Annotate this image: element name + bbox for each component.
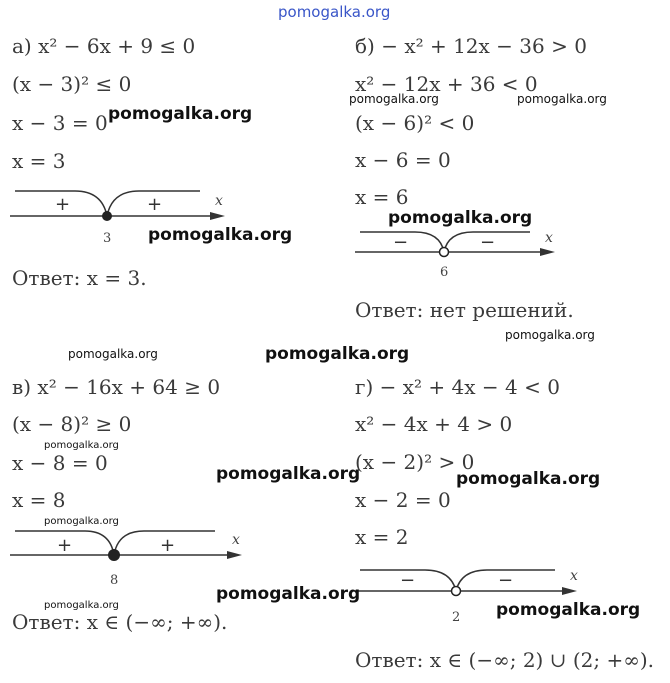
b-line-5: x = 6 bbox=[355, 185, 409, 209]
b-line-4: x − 6 = 0 bbox=[355, 148, 451, 172]
watermark: pomogalka.org bbox=[108, 104, 253, 124]
watermark: pomogalka.org bbox=[148, 225, 293, 245]
watermark: pomogalka.org bbox=[388, 208, 533, 228]
watermark: pomogalka.org bbox=[44, 600, 119, 611]
v-point-label: 8 bbox=[110, 573, 119, 588]
b-answer: Ответ: нет решений. bbox=[355, 298, 574, 322]
v-line-2: (x − 8)² ≥ 0 bbox=[12, 412, 132, 436]
watermark: pomogalka.org bbox=[216, 464, 361, 484]
g-answer: Ответ: x ∈ (−∞; 2) ∪ (2; +∞). bbox=[355, 648, 655, 672]
watermark: pomogalka.org bbox=[216, 584, 361, 604]
b-number-line bbox=[355, 228, 565, 283]
b-axis-label: x bbox=[545, 230, 553, 246]
a-axis-label: x bbox=[215, 193, 223, 209]
watermark: pomogalka.org bbox=[68, 347, 158, 361]
b-line-3: (x − 6)² < 0 bbox=[355, 111, 475, 135]
watermark: pomogalka.org bbox=[265, 344, 410, 364]
a-line-4: x = 3 bbox=[12, 149, 66, 173]
b-sign-left: − bbox=[393, 232, 409, 253]
g-line-1: г) − x² + 4x − 4 < 0 bbox=[355, 375, 560, 399]
a-sign-right: + bbox=[147, 194, 163, 215]
watermark: pomogalka.org bbox=[44, 440, 119, 451]
v-line-3: x − 8 = 0 bbox=[12, 451, 108, 475]
v-line-1: в) x² − 16x + 64 ≥ 0 bbox=[12, 375, 221, 399]
g-line-4: x − 2 = 0 bbox=[355, 488, 451, 512]
g-line-2: x² − 4x + 4 > 0 bbox=[355, 412, 513, 436]
v-answer: Ответ: x ∈ (−∞; +∞). bbox=[12, 610, 228, 634]
a-answer: Ответ: x = 3. bbox=[12, 266, 147, 290]
watermark: pomogalka.org bbox=[496, 600, 641, 620]
v-sign-left: + bbox=[57, 535, 73, 556]
b-line-1: б) − x² + 12x − 36 > 0 bbox=[355, 34, 587, 58]
g-point-label: 2 bbox=[452, 610, 461, 625]
v-number-line bbox=[10, 527, 250, 589]
watermark: pomogalka.org bbox=[517, 92, 607, 106]
g-sign-right: − bbox=[498, 570, 514, 591]
a-point-label: 3 bbox=[103, 231, 112, 246]
g-sign-left: − bbox=[400, 570, 416, 591]
a-line-3: x − 3 = 0 bbox=[12, 111, 108, 135]
a-line-1: а) x² − 6x + 9 ≤ 0 bbox=[12, 34, 196, 58]
g-axis-label: x bbox=[570, 568, 578, 584]
watermark: pomogalka.org bbox=[456, 469, 601, 489]
v-sign-right: + bbox=[160, 535, 176, 556]
watermark-top: pomogalka.org bbox=[278, 3, 391, 21]
g-line-5: x = 2 bbox=[355, 525, 409, 549]
watermark: pomogalka.org bbox=[44, 516, 119, 527]
a-sign-left: + bbox=[55, 194, 71, 215]
watermark: pomogalka.org bbox=[349, 92, 439, 106]
g-line-3: (x − 2)² > 0 bbox=[355, 450, 475, 474]
v-line-4: x = 8 bbox=[12, 488, 66, 512]
b-line-2: x² − 12x + 36 < 0 bbox=[355, 72, 538, 96]
a-line-2: (x − 3)² ≤ 0 bbox=[12, 72, 132, 96]
b-point-label: 6 bbox=[440, 265, 449, 280]
watermark: pomogalka.org bbox=[505, 328, 595, 342]
v-axis-label: x bbox=[232, 532, 240, 548]
b-sign-right: − bbox=[480, 232, 496, 253]
